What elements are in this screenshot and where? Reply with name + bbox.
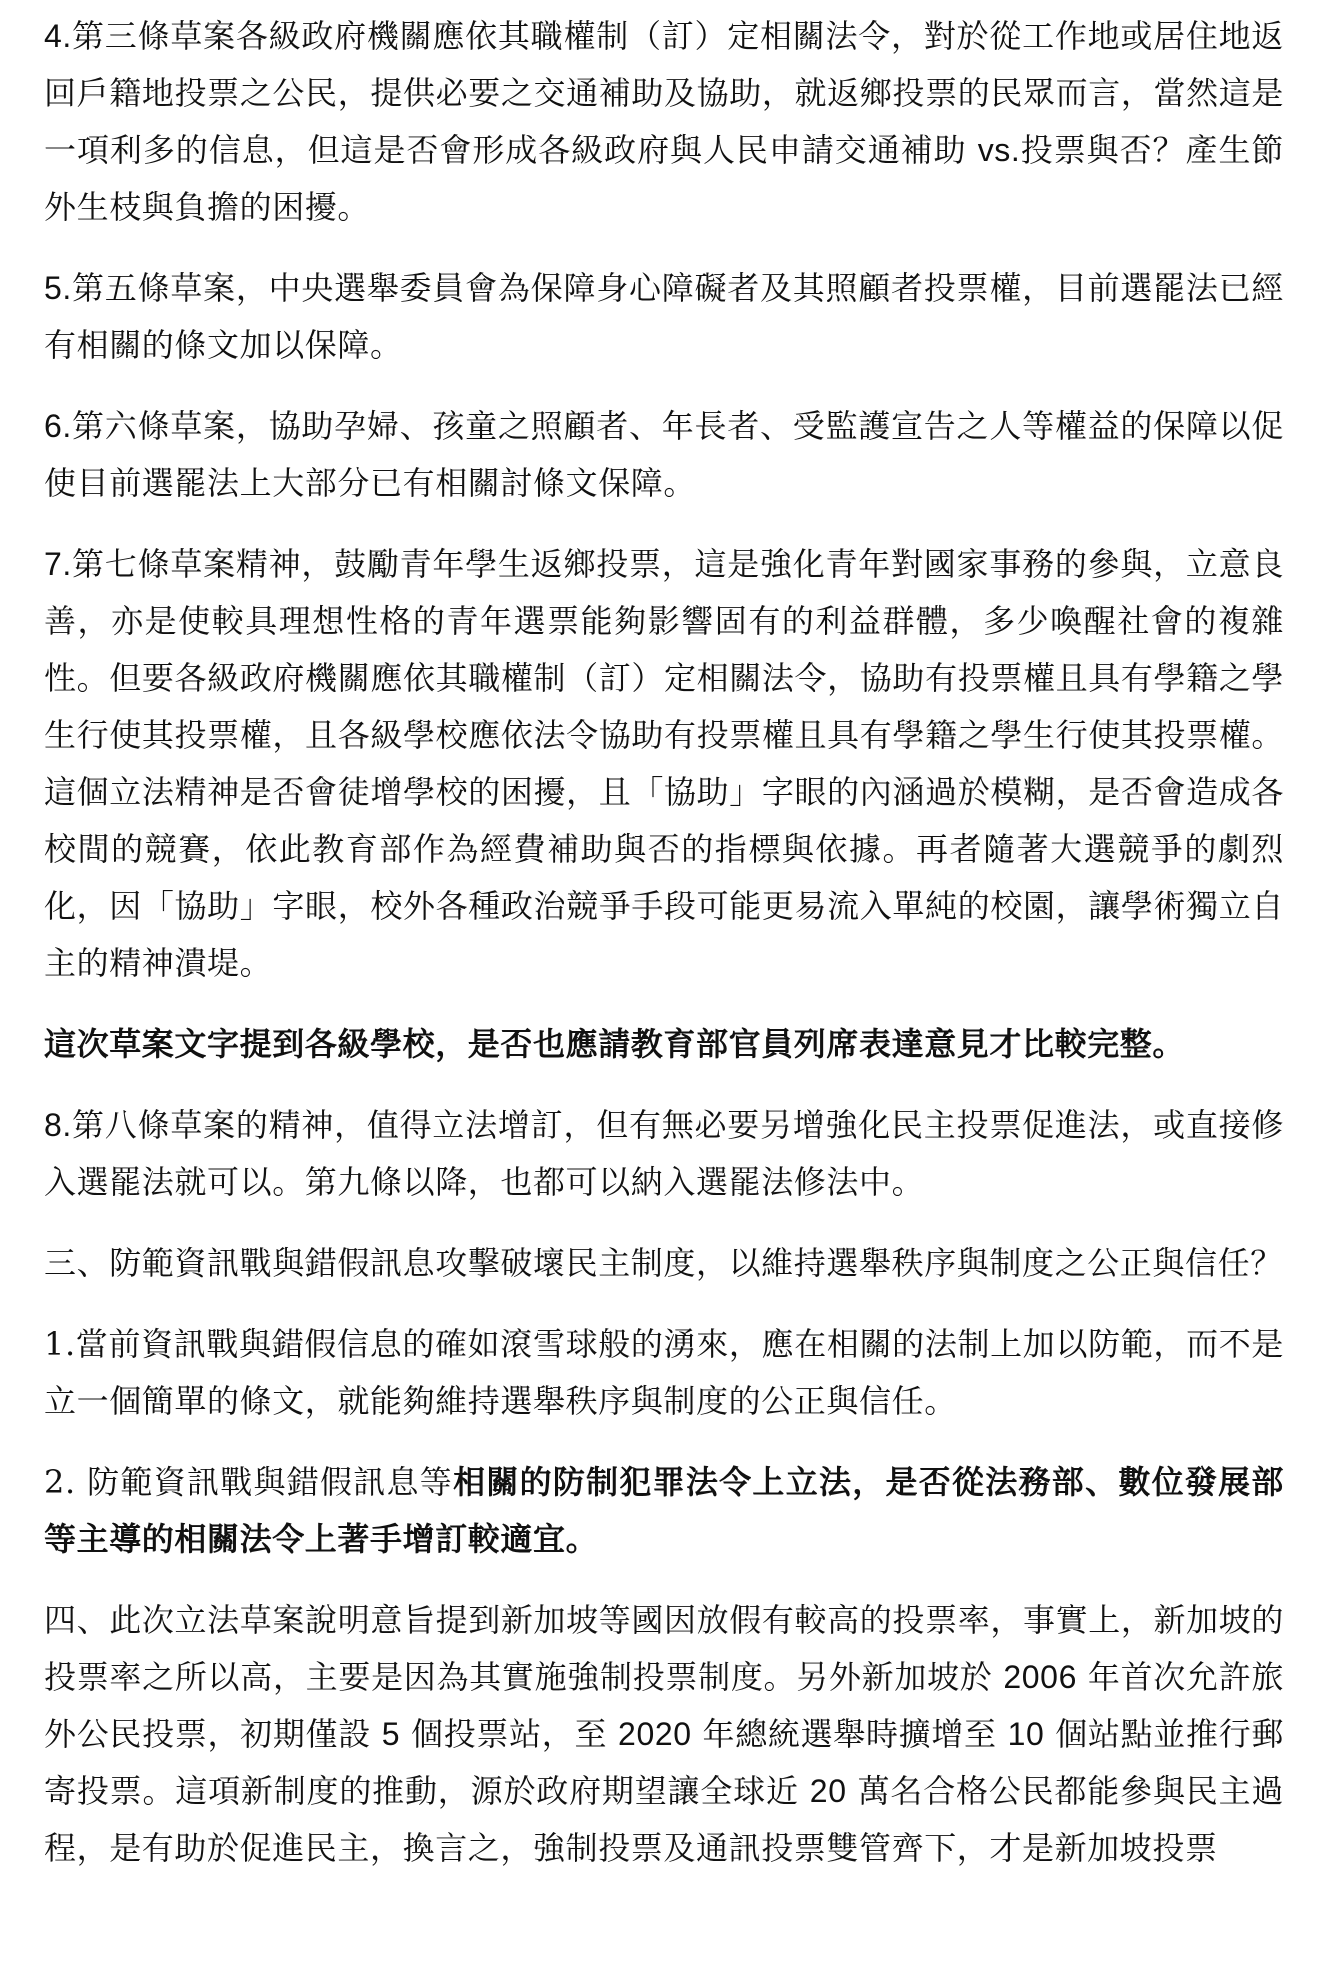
paragraph-text: 第七條草案精神，鼓勵青年學生返鄉投票，這是強化青年對國家事務的參與，立意良善，亦是使較具理想性格的青年選票能夠影響固有的利益群體，多少喚醒社會的複雜性。但要各級政府機關應依其職權制（訂）定相關法令，協助有投票權且具有學籍之學生行使其投票權，且各級學校應依法令協助有投票權且具有學籍之學生行使其投票權。這個立法精神是否會徒增學校的困擾，且「協助」字眼的內涵過於模糊，是否會造成各校間的競賽，依此教育部作為經費補助與否的指標與依據。再者隨著大選競爭的劇烈化，因「協助」字眼，校外各種政治競爭手段可能更易流入單純的校園，讓學術獨立自主的精神潰堤。 [44, 545, 1284, 982]
paragraph-text: 第五條草案，中央選舉委員會為保障身心障礙者及其照顧者投票權，目前選罷法已經有相關的條文加以保障。 [44, 269, 1284, 364]
paragraph-number: 6. [44, 408, 72, 444]
paragraph-text: 第八條草案的精神，值得立法增訂，但有無必要另增強化民主投票促進法，或直接修入選罷法就可以。第九條以降，也都可以納入選罷法修法中。 [44, 1106, 1284, 1201]
year-value: 2020 [618, 1716, 692, 1752]
paragraph-text: 年首次允許旅外公民投票，初期僅設 [44, 1658, 1284, 1753]
paragraph-text: 個站點並推行郵寄投票。這項新制度的推動，源於政府期望讓全球近 [44, 1715, 1284, 1810]
paragraph-text: 2. 防範資訊戰與錯假訊息等 [44, 1463, 454, 1501]
paragraph-number: 5. [44, 270, 72, 306]
section-3-item-1 [44, 1316, 1284, 1430]
section-heading-text: 三、防範資訊戰與錯假訊息攻擊破壞民主制度，以維持選舉秩序與制度之公正與信任？ [44, 1244, 1283, 1282]
paragraph-item-6 [44, 398, 1284, 512]
section-3-item-2 [44, 1454, 1284, 1568]
section-heading-3 [44, 1235, 1284, 1292]
station-count: 5 [381, 1716, 401, 1752]
paragraph-text: 四、此次立法草案說明意旨提到新加坡等國因放假有較高的投票率，事實上，新加坡的投票率之所以高，主要是因為其實施強制投票制度。另外新加坡於 [44, 1601, 1284, 1696]
paragraph-emphasis [44, 1016, 1284, 1073]
paragraph-text: 1.當前資訊戰與錯假信息的確如滾雪球般的湧來，應在相關的法制上加以防範，而不是立一個簡單的條文，就能夠維持選舉秩序與制度的公正與信任。 [44, 1325, 1284, 1420]
document-page [44, 8, 1284, 1901]
section-heading-4 [44, 1592, 1284, 1877]
paragraph-text: 第三條草案各級政府機關應依其職權制（訂）定相關法令，對於從工作地或居住地返回戶籍地投票之公民，提供必要之交通補助及協助，就返鄉投票的民眾而言，當然這是一項利多的信息，但這是否會形成各級政府與人民申請交通補助 [44, 17, 1284, 169]
paragraph-text: 第六條草案，協助孕婦、孩童之照顧者、年長者、受監護宣告之人等權益的保障以促使目前選罷法上大部分已有相關討條文保障。 [44, 407, 1284, 502]
station-count: 10 [1007, 1716, 1045, 1752]
paragraph-text: 個投票站，至 [400, 1715, 619, 1753]
paragraph-text-latin: vs. [977, 132, 1021, 168]
paragraph-number: 4. [44, 18, 72, 54]
paragraph-item-4 [44, 8, 1284, 236]
year-value: 2006 [1003, 1659, 1077, 1695]
paragraph-text-bold: 相關的防制犯罪法令上立法，是否從法務部、數位發展部等主導的相關法令上著手增訂較適宜。 [44, 1463, 1284, 1558]
paragraph-text: 萬名合格公民都能參與民主過程，是有助於促進民主，換言之，強制投票及通訊投票雙管齊下，才是新加坡投票 [44, 1772, 1284, 1867]
paragraph-text-bold: 這次草案文字提到各級學校，是否也應請教育部官員列席表達意見才比較完整。 [44, 1025, 1186, 1063]
paragraph-number: 8. [44, 1107, 72, 1143]
paragraph-text: 年總統選舉時擴增至 [691, 1715, 1008, 1753]
paragraph-item-8 [44, 1097, 1284, 1211]
citizen-count: 20 [809, 1773, 847, 1809]
paragraph-text: 投票與否？產生節外生枝與負擔的困擾。 [44, 131, 1284, 226]
paragraph-item-7 [44, 536, 1284, 992]
paragraph-number: 7. [44, 546, 72, 582]
paragraph-item-5 [44, 260, 1284, 374]
